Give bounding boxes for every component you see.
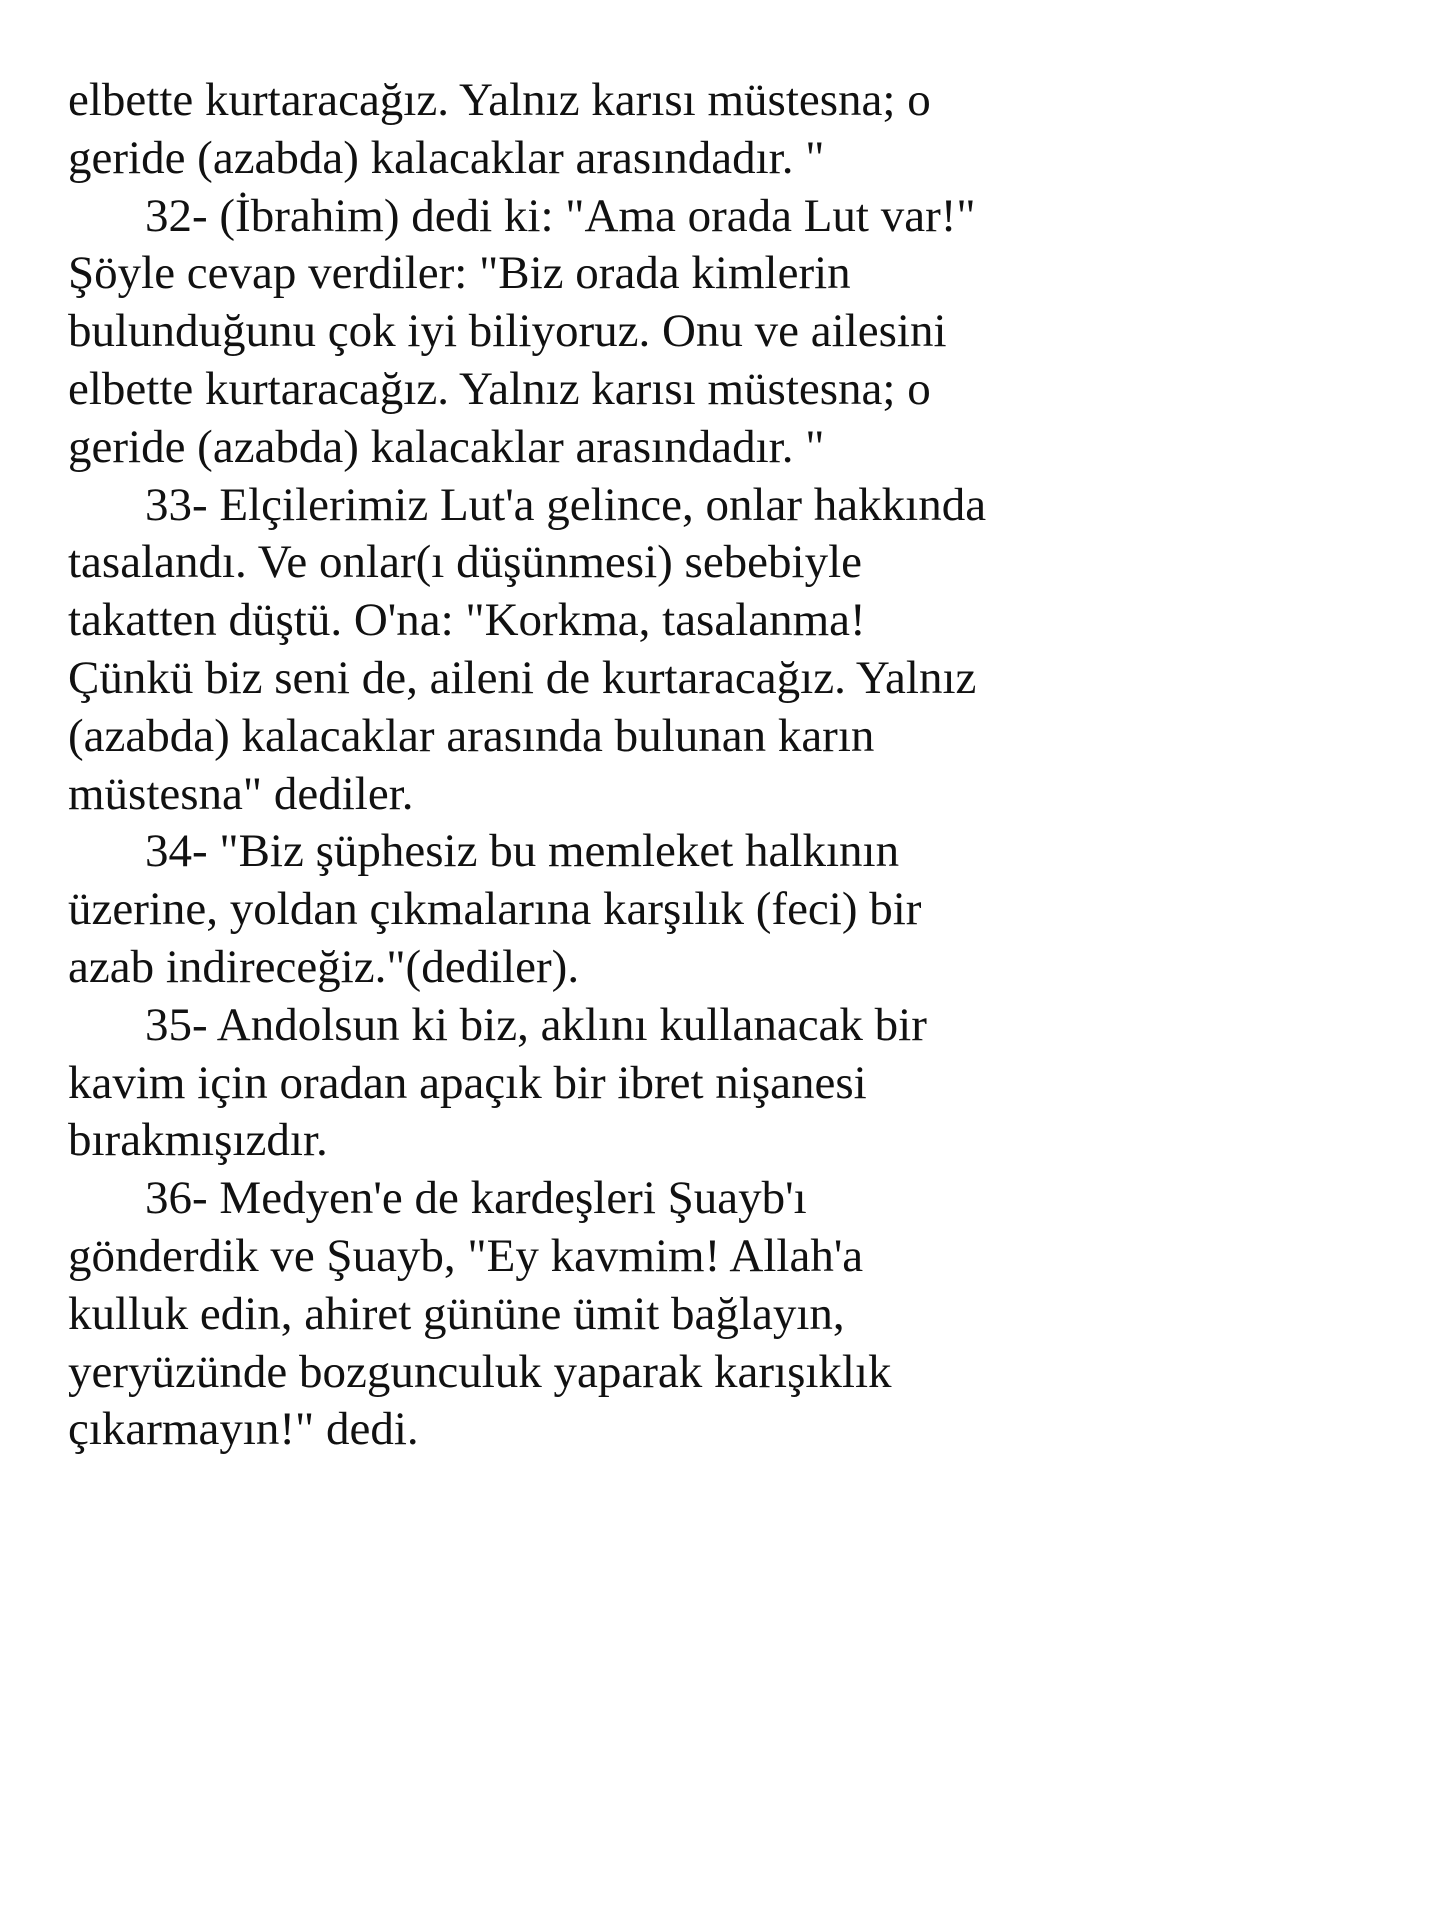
text-line: elbette kurtaracağız. Yalnız karısı müstesna; o (68, 362, 931, 415)
text-line: gönderdik ve Şuayb, "Ey kavmim! Allah'a (68, 1229, 864, 1282)
text-line: elbette kurtaracağız. Yalnız karısı müstesna; o (68, 74, 931, 126)
text-line: Şöyle cevap verdiler: "Biz orada kimlerin (68, 247, 851, 300)
verse-start-line: 34- "Biz şüphesiz bu memleket halkının (145, 825, 900, 878)
text-body (68, 72, 1128, 1459)
text-line: azab indireceğiz."(dediler). (68, 940, 580, 993)
text-line: kavim için oradan apaçık bir ibret nişanesi (68, 1056, 867, 1109)
text-line: (azabda) kalacaklar arasında bulunan karın (68, 709, 875, 762)
text-line: yeryüzünde bozgunculuk yaparak karışıklık (68, 1345, 892, 1398)
text-line: çıkarmayın!" dedi. (68, 1403, 419, 1456)
text-line: bırakmışızdır. (68, 1114, 328, 1167)
verse-start-line: 33- Elçilerimiz Lut'a gelince, onlar hakkında (145, 478, 987, 531)
text-line: tasalandı. Ve onlar(ı düşünmesi) sebebiyle (68, 536, 863, 589)
text-line: müstesna" dediler. (68, 767, 414, 820)
text-line: üzerine, yoldan çıkmalarına karşılık (feci) bir (68, 883, 922, 936)
text-line: geride (azabda) kalacaklar arasındadır. " (68, 420, 825, 473)
text-line: kulluk edin, ahiret gününe ümit bağlayın, (68, 1287, 845, 1340)
verse-start-line: 36- Medyen'e de kardeşleri Şuayb'ı (145, 1172, 807, 1225)
text-line: geride (azabda) kalacaklar arasındadır. " (68, 131, 825, 184)
text-line: Çünkü biz seni de, aileni de kurtaracağız. Yalnız (68, 651, 977, 704)
verse-start-line: 32- (İbrahim) dedi ki: "Ama orada Lut var!" (145, 189, 976, 242)
text-line: bulunduğunu çok iyi biliyoruz. Onu ve ailesini (68, 305, 947, 358)
text-line: takatten düştü. O'na: "Korkma, tasalanma! (68, 594, 866, 647)
document-page (68, 72, 1128, 1459)
verse-start-line: 35- Andolsun ki biz, aklını kullanacak bir (145, 998, 927, 1051)
